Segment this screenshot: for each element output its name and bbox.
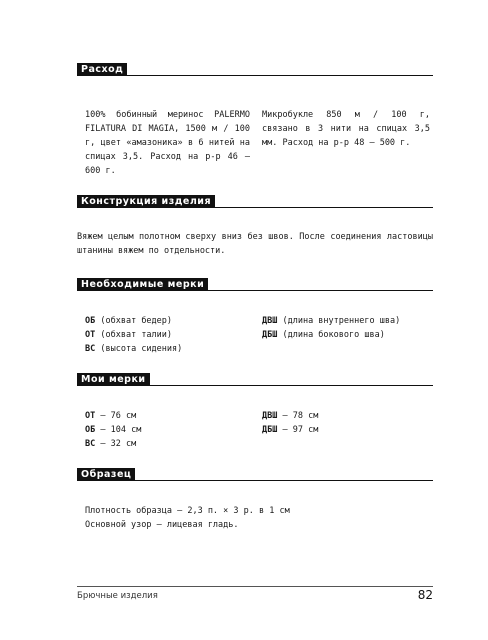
section-header-construction	[77, 195, 433, 210]
measurement-item: ОТ (обхват талии)	[85, 330, 173, 340]
measurement-item: ОБ (обхват бедер)	[85, 316, 173, 326]
section-title: Конструкция изделия	[77, 195, 215, 208]
footer-book-title: Брючные изделия	[77, 591, 158, 601]
section-rule	[77, 385, 433, 386]
construction-text: Вяжем целым полотном сверху вниз без швов. После соединения ластовицы штанины вяжем по отдельности.	[77, 232, 433, 256]
section-header-sample	[77, 468, 433, 483]
consumption-right-text: Микробукле 850 м / 100 г, связано в 3 нити на спицах 3,5 мм. Расход на р-р 48 — 500 г.	[262, 110, 430, 148]
measurement-item: ДВШ (длина внутреннего шва)	[262, 316, 401, 326]
page-number: 82	[417, 588, 433, 602]
section-title: Расход	[77, 63, 127, 76]
my-measurements-right-list	[262, 409, 318, 437]
measurement-item: ВС (высота сидения)	[85, 344, 183, 354]
footer-rule	[77, 586, 433, 587]
section-header-consumption	[77, 63, 433, 78]
my-measurement-item: ОБ — 104 см	[85, 425, 142, 435]
consumption-left-text: 100% бобинный меринос PALERMO FILATURA DI MAGIA, 1500 м / 100 г, цвет «амазоника» в 6 нитей на спицах 3,5. Расход на р-р 46 — 600 г.	[85, 110, 250, 176]
my-measurement-item: ДВШ — 78 см	[262, 411, 319, 421]
section-title: Необходимые мерки	[77, 278, 208, 291]
my-measurement-item: ОТ — 76 см	[85, 411, 137, 421]
sample-text	[85, 504, 290, 532]
section-rule	[77, 290, 433, 291]
section-rule	[77, 75, 433, 76]
my-measurement-item: ВС — 32 см	[85, 439, 137, 449]
section-rule	[77, 480, 433, 481]
my-measurement-item: ДБШ — 97 см	[262, 425, 319, 435]
sample-line: Плотность образца — 2,3 п. × 3 р. в 1 см	[85, 506, 290, 516]
section-rule	[77, 207, 433, 208]
sample-line: Основной узор — лицевая гладь.	[85, 520, 239, 530]
section-title: Образец	[77, 468, 135, 481]
section-header-my-measurements	[77, 373, 433, 388]
section-header-measurements	[77, 278, 433, 293]
section-title: Мои мерки	[77, 373, 150, 386]
my-measurements-left-list	[85, 409, 141, 451]
measurements-left-list	[85, 314, 182, 356]
measurement-item: ДБШ (длина бокового шва)	[262, 330, 385, 340]
measurements-right-list	[262, 314, 400, 342]
